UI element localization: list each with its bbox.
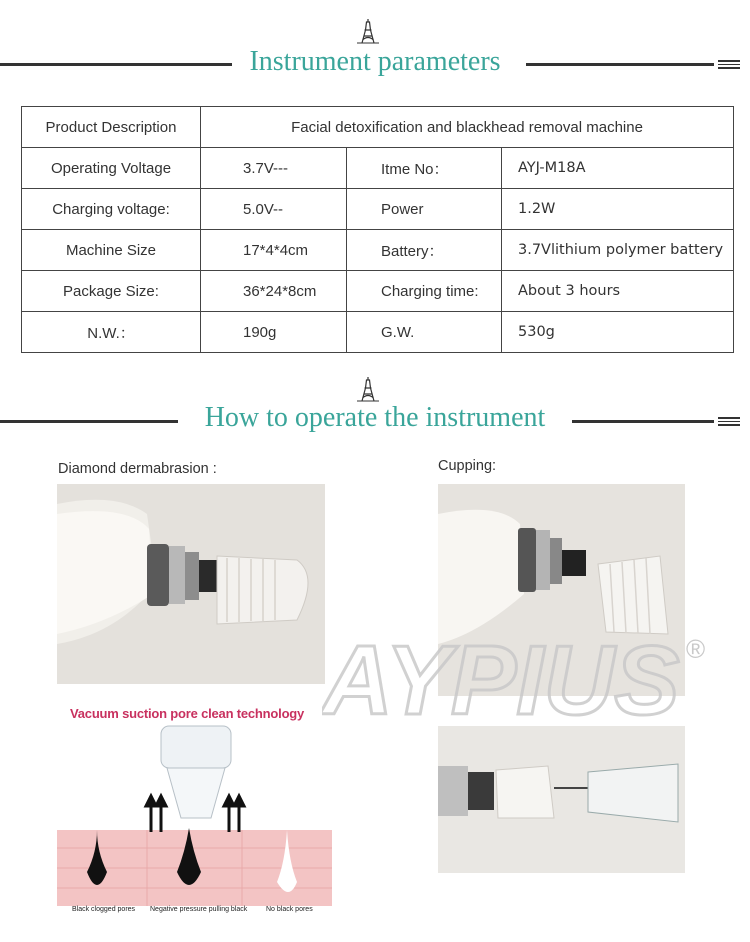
cell-label: Power bbox=[347, 189, 502, 230]
vacuum-pore-illustration bbox=[57, 722, 332, 906]
cell-label: Charging voltage: bbox=[22, 189, 201, 230]
table-row bbox=[22, 271, 734, 312]
diamond-head-photo bbox=[57, 484, 325, 684]
operate-section-header bbox=[0, 376, 750, 436]
cell-value: 190g bbox=[201, 312, 347, 353]
cell-value: AYJ-M18A bbox=[502, 148, 734, 189]
table-row bbox=[22, 189, 734, 230]
cell-value: 17*4*4cm bbox=[201, 230, 347, 271]
eiffel-tower-icon bbox=[355, 376, 381, 402]
skin-label-clogged: Black clogged pores bbox=[72, 906, 136, 913]
cell-value: 5.0V-- bbox=[201, 189, 347, 230]
cell-label: N.W.： bbox=[22, 312, 201, 353]
cell-value: 530g bbox=[502, 312, 734, 353]
cupping-caption: Cupping: bbox=[438, 458, 497, 474]
diamond-dermabrasion-caption: Diamond dermabrasion : bbox=[58, 461, 217, 477]
cell-value: 36*24*8cm bbox=[201, 271, 347, 312]
params-section-title: Instrument parameters bbox=[249, 46, 501, 77]
cell-value: About 3 hours bbox=[502, 271, 734, 312]
parameters-table bbox=[21, 106, 734, 353]
header-end-marks bbox=[718, 417, 740, 425]
cell-label: Machine Size bbox=[22, 230, 201, 271]
table-row bbox=[22, 148, 734, 189]
cell-label: Package Size: bbox=[22, 271, 201, 312]
cell-label: Itme No： bbox=[347, 148, 502, 189]
skin-label-no-black: No black pores bbox=[266, 906, 313, 913]
watermark-registered-mark: ® bbox=[686, 634, 706, 664]
table-row bbox=[22, 312, 734, 353]
params-section-header bbox=[0, 18, 750, 78]
watermark-brand-text: AYPIUS bbox=[322, 625, 680, 728]
cell-label: Operating Voltage bbox=[22, 148, 201, 189]
cupping-glass-photo bbox=[438, 726, 685, 873]
cell-value: 3.7Vlithium polymer battery bbox=[502, 230, 734, 271]
cell-value: 1.2W bbox=[502, 189, 734, 230]
table-row bbox=[22, 107, 734, 148]
cupping-head-photo bbox=[438, 484, 685, 696]
header-end-marks bbox=[718, 60, 740, 68]
cell-label: Charging time: bbox=[347, 271, 502, 312]
cell-value: 3.7V--- bbox=[201, 148, 347, 189]
table-row bbox=[22, 230, 734, 271]
header-rule-right bbox=[572, 420, 714, 423]
skin-label-negative-pressure: Negative pressure pulling black bbox=[150, 906, 248, 913]
cell-label: Battery： bbox=[347, 230, 502, 271]
eiffel-tower-icon bbox=[355, 18, 381, 44]
product-description-value: Facial detoxification and blackhead removal machine bbox=[201, 107, 734, 148]
vacuum-technology-title: Vacuum suction pore clean technology bbox=[70, 706, 305, 721]
cell-label: G.W. bbox=[347, 312, 502, 353]
header-rule-right bbox=[526, 63, 714, 66]
operate-section-title: How to operate the instrument bbox=[204, 402, 546, 433]
product-description-label: Product Description bbox=[22, 107, 201, 148]
